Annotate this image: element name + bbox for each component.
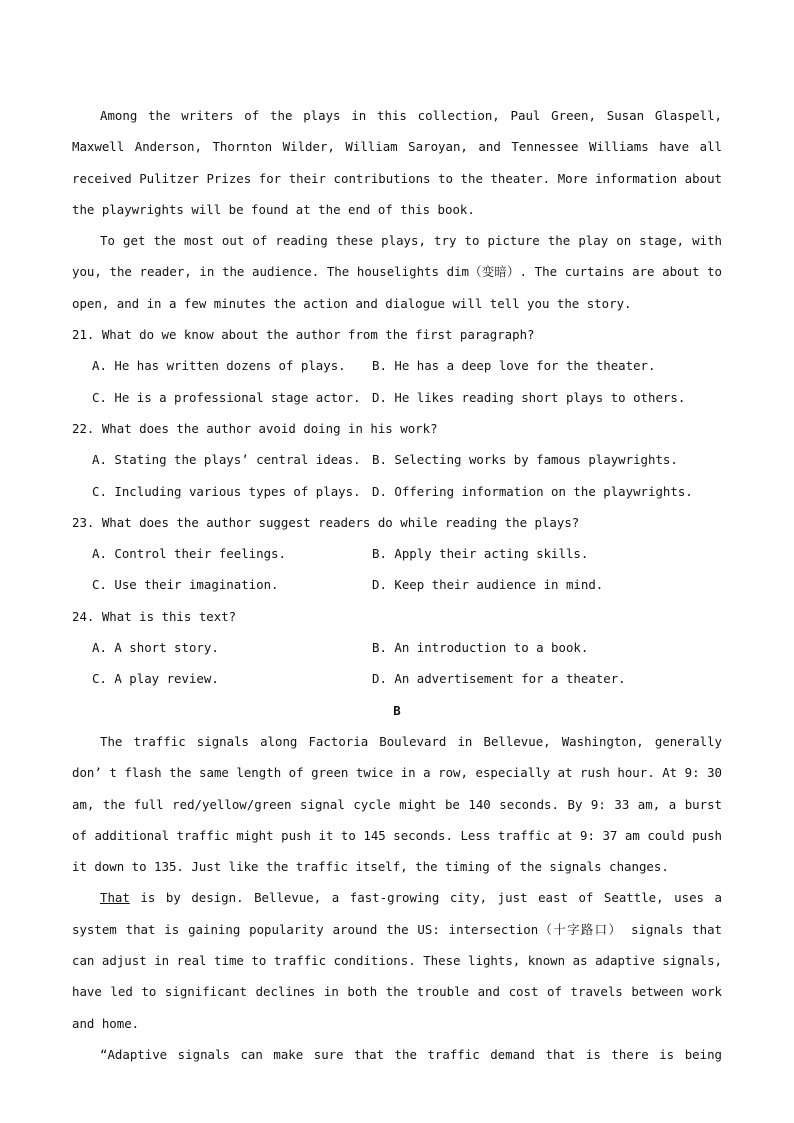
question-stem: 24. What is this text?: [72, 608, 237, 624]
question-stem: 21. What do we know about the author from the first paragraph?: [72, 327, 535, 343]
option-a: A. A short story.: [92, 640, 219, 656]
underlined-word: That: [100, 890, 130, 906]
paragraph-text: is by design. Bellevue, a fast-growing city, just east of Seattle, uses a system that is gaining popularity around the US: intersection（十字路口） signals that can adjust in real time to traffic conditions. These lights, known as adaptive signals, have led to significant declines in both the trouble and cost of travels between work and home.: [72, 890, 722, 1031]
option-a: A. Control their feelings.: [92, 546, 286, 562]
passage-a-paragraph-2: To get the most out of reading these plays, try to picture the play on stage, with you, the reader, in the audience. The houselights dim（变暗）. The curtains are about to open, and in a few minutes the action and dialogue will tell you the story.: [72, 233, 722, 311]
section-b-heading: B: [393, 702, 401, 718]
option-d: D. Keep their audience in mind.: [372, 577, 604, 593]
question-23: [72, 507, 722, 601]
question-stem: 22. What does the author avoid doing in his work?: [72, 420, 438, 436]
passage-b-paragraph-3: “Adaptive signals can make sure that the traffic demand that is there is being: [100, 1046, 722, 1062]
option-d: D. He likes reading short plays to others.: [372, 389, 686, 405]
option-d: D. An advertisement for a theater.: [372, 671, 626, 687]
passage-b-paragraph-2: [72, 882, 722, 1038]
option-c: C. Use their imagination.: [92, 577, 279, 593]
passage-b-paragraph-1: The traffic signals along Factoria Boulevard in Bellevue, Washington, generally don’ t flash the same length of green twice in a row, especially at rush hour. At 9: 30 am, the full red/yellow/green signal cycle might be 140 seconds. By 9: 33 am, a burst of additional traffic might push it to 145 seconds. Less traffic at 9: 37 am could push it down to 135. Just like the traffic itself, the timing of the signals changes.: [72, 733, 722, 875]
option-b: B. He has a deep love for the theater.: [372, 358, 656, 374]
option-b: B. Selecting works by famous playwrights.: [372, 452, 678, 468]
option-c: C. A play review.: [92, 671, 219, 687]
option-b: B. An introduction to a book.: [372, 640, 589, 656]
question-options: [72, 632, 722, 695]
option-c: C. He is a professional stage actor.: [92, 389, 361, 405]
question-options: [72, 444, 722, 507]
question-24: [72, 601, 722, 695]
option-c: C. Including various types of plays.: [92, 483, 361, 499]
question-options: [72, 350, 722, 413]
question-21: [72, 319, 722, 413]
document-page: [72, 100, 722, 1070]
option-a: A. He has written dozens of plays.: [92, 358, 346, 374]
option-d: D. Offering information on the playwrights.: [372, 483, 693, 499]
passage-a-paragraph-1: Among the writers of the plays in this collection, Paul Green, Susan Glaspell, Maxwell Anderson, Thornton Wilder, William Saroyan, and Tennessee Williams have all received Pulitzer Prizes for their contributions to the theater. More information about the playwrights will be found at the end of this book.: [72, 108, 722, 217]
question-22: [72, 413, 722, 507]
option-a: A. Stating the plays’ central ideas.: [92, 452, 361, 468]
question-options: [72, 538, 722, 601]
option-b: B. Apply their acting skills.: [372, 546, 589, 562]
question-stem: 23. What does the author suggest readers do while reading the plays?: [72, 514, 580, 530]
